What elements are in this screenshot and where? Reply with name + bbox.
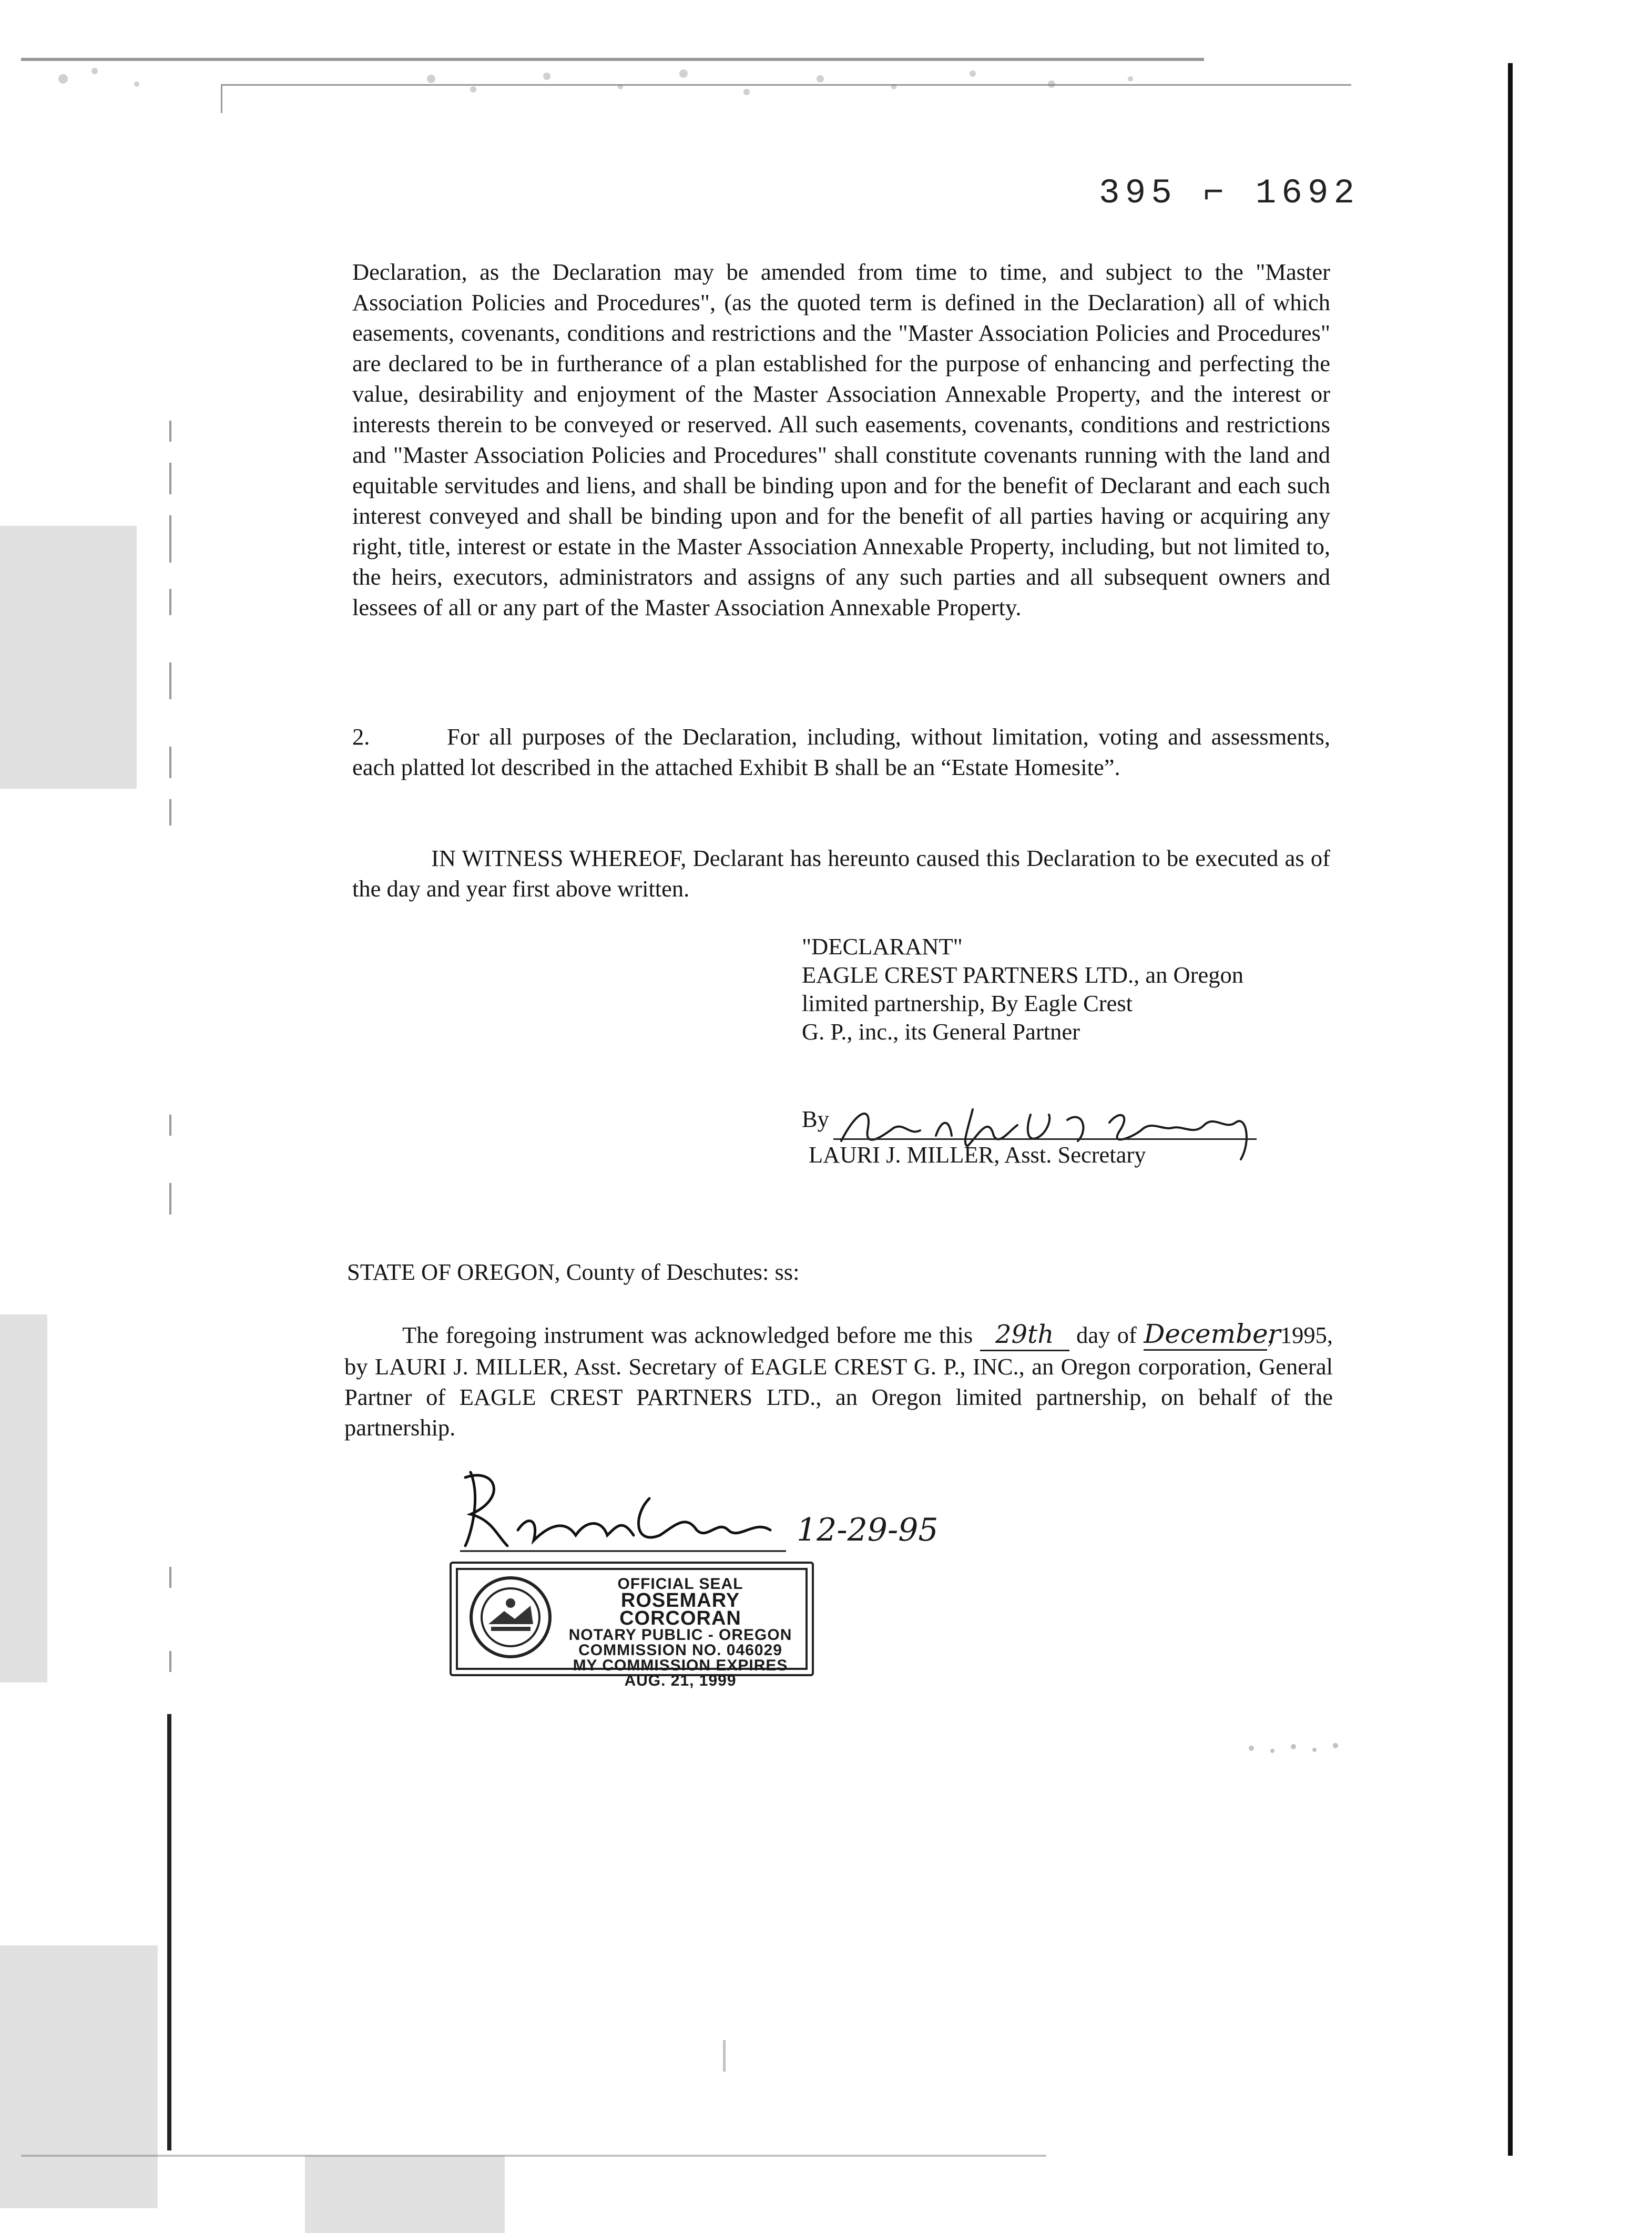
declarant-line-2: limited partnership, By Eagle Crest [802, 990, 1133, 1016]
declarant-line-3: G. P., inc., its General Partner [802, 1018, 1080, 1045]
signer-name-title: LAURI J. MILLER, Asst. Secretary [809, 1141, 1146, 1168]
paragraph-2 [352, 721, 1330, 782]
paragraph-2-text: For all purposes of the Declaration, including, without limitation, voting and assessments, each platted lot described in the attached Exhibit B shall be an “Estate Homesite”. [352, 723, 1330, 780]
declarant-signature-block [802, 932, 1243, 1046]
oregon-state-seal-icon [467, 1574, 554, 1661]
paragraph-1: Declaration, as the Declaration may be amended from time to time, and subject to the "Master Association Policies and Procedures", (as the quoted term is defined in the Declaration) all of which easements, covenants, conditions and restrictions and the "Master Association Policies and Procedures" are declared to be in furtherance of a plan established for the purpose of enhancing and perfecting the value, desirability and enjoyment of the Master Association Annexable Property, and the interest or interests therein to be conveyed or reserved. All such easements, covenants, conditions and restrictions and "Master Association Policies and Procedures" shall constitute covenants running with the land and equitable servitudes and liens, and shall be binding upon and for the benefit of Declarant and each such interest conveyed and shall be binding upon and for the benefit of all parties having or acquiring any right, title, interest or estate in the Master Association Annexable Property, including, but not limited to, the heirs, executors, administrators and assigns of any such parties and all subsequent owners and lessees of all or any part of the Master Association Annexable Property. [352, 259, 1330, 620]
seal-line-2: ROSEMARY CORCORAN [619, 1589, 741, 1629]
page-number: 395 ⌐ 1692 [1099, 174, 1360, 213]
notary-acknowledgment [344, 1319, 1333, 1443]
handwritten-date: 12-29-95 [797, 1512, 939, 1548]
declarant-line-1: EAGLE CREST PARTNERS LTD., an Oregon [802, 962, 1243, 988]
notary-venue: STATE OF OREGON, County of Deschutes: ss: [347, 1259, 800, 1285]
seal-line-1: OFFICIAL SEAL [617, 1575, 743, 1593]
seal-line-5: MY COMMISSION EXPIRES AUG. 21, 1999 [573, 1657, 788, 1689]
declarant-label: "DECLARANT" [802, 933, 963, 960]
ack-part-3: , 1995, by LAURI J. MILLER, Asst. Secretary of EAGLE CREST G. P., INC., an Oregon corporation, General Partner of EAGLE CREST PARTNERS LTD., an Oregon limited partnership, on behalf of the partnership. [344, 1322, 1333, 1441]
by-label: By [802, 1106, 829, 1132]
handwritten-month: December [1144, 1319, 1267, 1351]
notary-seal-stamp [450, 1562, 814, 1689]
handwritten-day: 29th [980, 1319, 1069, 1351]
witness-clause: IN WITNESS WHEREOF, Declarant has hereunto caused this Declaration to be executed as of the day and year first above written. [352, 845, 1330, 902]
ack-part-2: day of [1076, 1322, 1137, 1348]
seal-line-4: COMMISSION NO. 046029 [578, 1641, 782, 1659]
seal-line-3: NOTARY PUBLIC - OREGON [568, 1626, 792, 1644]
paragraph-2-number: 2. [352, 723, 370, 750]
signature-line [833, 1138, 1257, 1140]
ack-part-1: The foregoing instrument was acknowledged before me this [402, 1322, 973, 1348]
seal-text [559, 1576, 801, 1688]
